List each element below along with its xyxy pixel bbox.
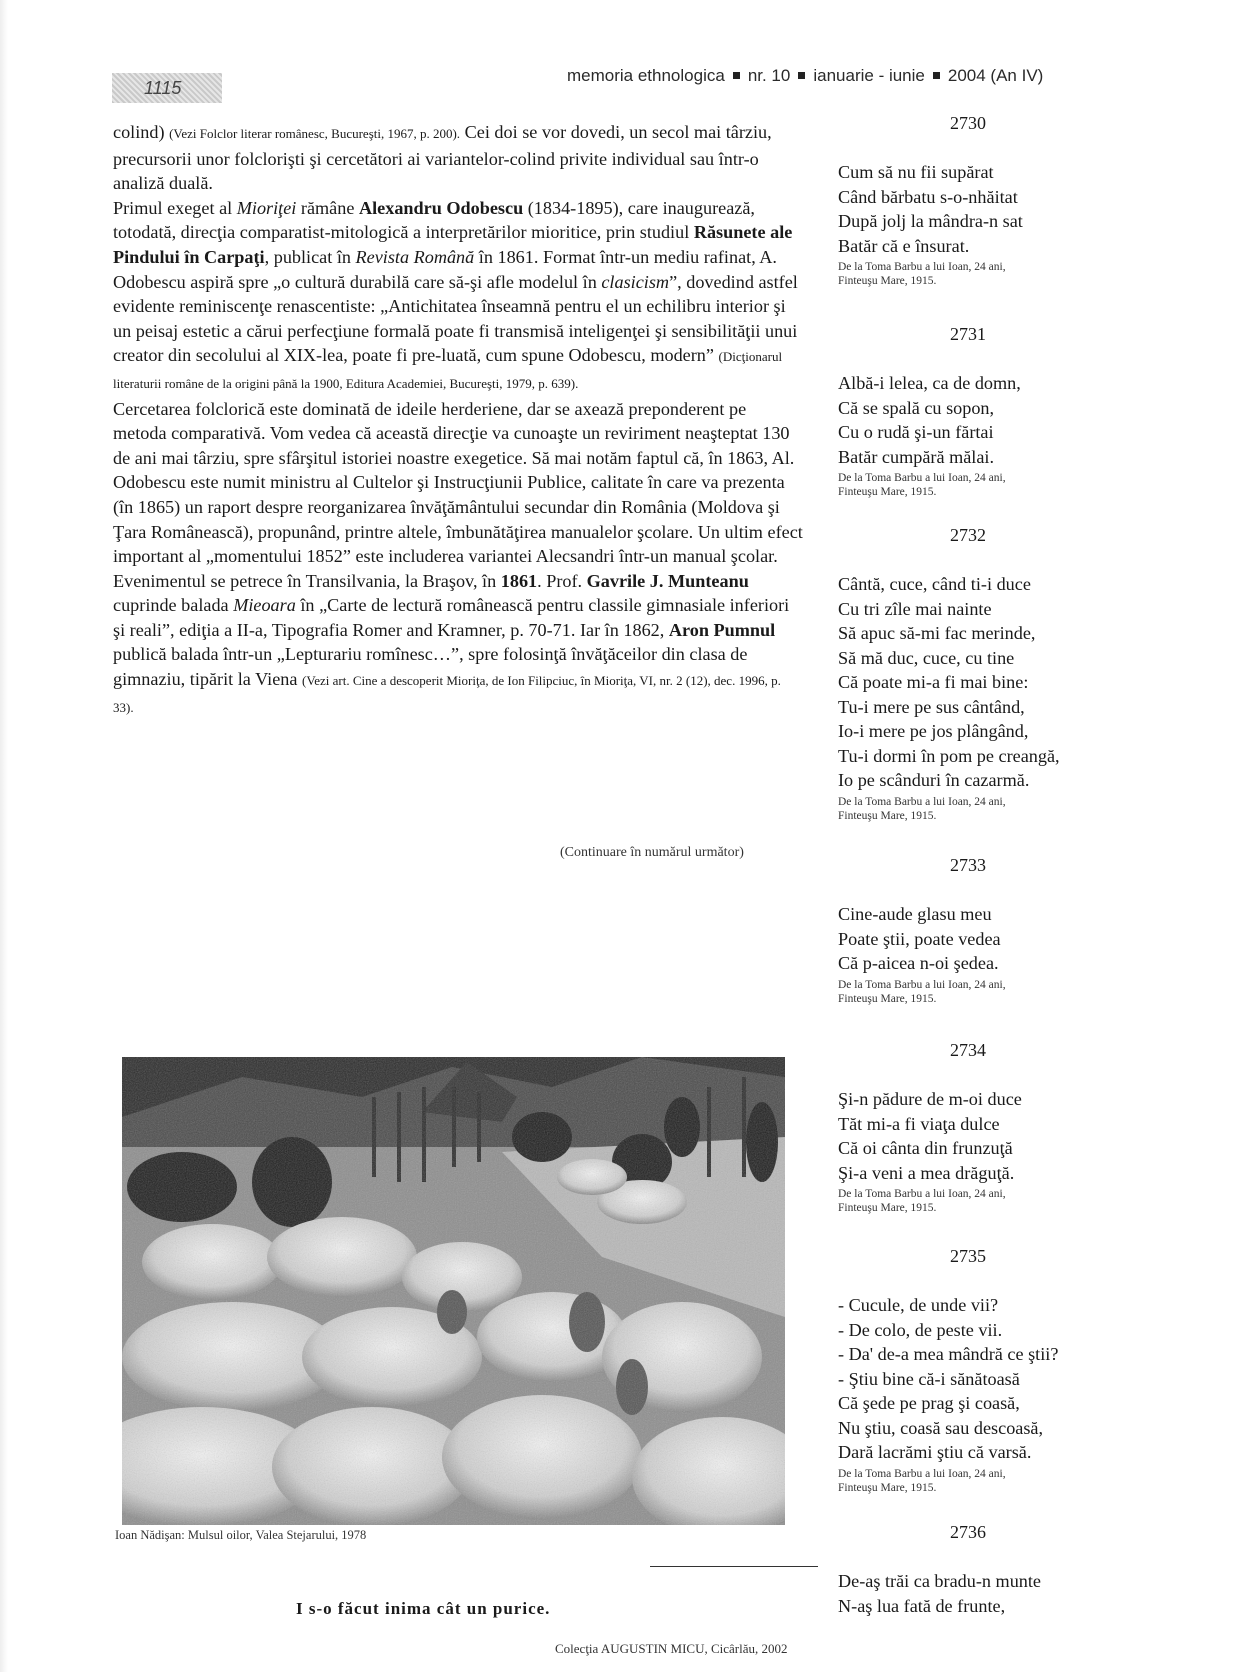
square-bullet-icon xyxy=(733,72,740,79)
journal-issue: nr. 10 xyxy=(747,66,791,85)
poem-line: Dară lacrămi ştiu că varsă. xyxy=(838,1442,1032,1462)
year-bold: 1861 xyxy=(500,570,538,591)
poem-2733 xyxy=(838,855,1138,1006)
reference: (Vezi Folclor literar românesc, Bucureşti, 1967, p. 200). xyxy=(169,126,461,141)
poem-line: Când bărbatu s-o-nhăitat xyxy=(838,186,1018,207)
poem-source: De la Toma Barbu a lui Ioan, 24 ani, xyxy=(838,795,1006,808)
italic-title: Mioriţei xyxy=(236,197,297,218)
poem-line: Că p-aicea n-oi şedea. xyxy=(838,953,999,973)
text-run: , publicat în xyxy=(264,246,356,267)
paragraph-2 xyxy=(113,196,803,397)
poem-line: Batăr că e însurat. xyxy=(838,235,970,256)
poem-line: Cum să nu fii supărat xyxy=(838,162,994,182)
text-run: rămâne xyxy=(296,197,359,218)
poem-line: Tu-i mere pe sus cântând, xyxy=(838,696,1025,717)
poem-2732 xyxy=(838,525,1138,823)
poem-line: Să apuc să-mi fac merinde, xyxy=(838,623,1036,643)
poem-number: 2730 xyxy=(950,113,986,133)
photo-caption: Ioan Nădişan: Mulsul oilor, Valea Stejarului, 1978 xyxy=(115,1528,367,1542)
poem-line: N-aş lua fată de frunte, xyxy=(838,1595,1006,1616)
poem-source: Finteuşu Mare, 1915. xyxy=(838,992,937,1005)
poem-lines xyxy=(838,902,1138,1006)
proverb: I s-o făcut inima cât un purice. xyxy=(296,1599,551,1618)
poem-number: 2736 xyxy=(950,1522,986,1542)
text-run: ”, dovedind astfel evidente reminiscenţe renascentiste: „Antichitatea înseamnă pentru el un echilibru interior şi un peisaj estetic a cărui perfecţiune formală poate fi transmisă inteligenţei şi sensibilităţii unui creator din secolului al XIX-lea, poate fi pre-luată, cum spune Odobescu, modern” xyxy=(113,271,798,366)
study-title: Răsunete ale Pindului în Carpaţi xyxy=(113,222,793,267)
text-run: publică balada într-un „Lepturariu romînesc…”, spre folosinţă învăţăceilor din clasa de gimnaziu, tipărit la Viena xyxy=(113,644,748,690)
poem-line: Tu-i dormi în pom pe creangă, xyxy=(838,745,1060,766)
poem-number: 2735 xyxy=(950,1246,986,1266)
poem-line: Io pe scânduri în cazarmă. xyxy=(838,770,1030,790)
poem-line: Cu o rudă şi-un fărtai xyxy=(838,422,994,442)
text-run: Cei doi se vor dovedi, un secol mai târziu, precursorii unor folclorişti şi cercetători ai variantelor-colind privite individual sau într-o analiză duală. xyxy=(113,122,772,194)
poem-line: Nu ştiu, coasă sau descoasă, xyxy=(838,1417,1044,1438)
poem-line: De-aş trăi ca bradu-n munte xyxy=(838,1571,1042,1591)
divider xyxy=(650,1566,818,1567)
reference: (Vezi art. Cine a descoperit Mioriţa, de Ion Filipciuc, în Mioriţa, VI, nr. 2 (12), dec. 1996, p. 33). xyxy=(113,673,781,715)
poem-number: 2732 xyxy=(950,525,986,545)
poem-number: 2733 xyxy=(950,855,986,875)
poem-source: De la Toma Barbu a lui Ioan, 24 ani, xyxy=(838,1467,1006,1480)
journal-period: ianuarie - iunie xyxy=(813,66,925,85)
poem-line: Că se spală cu sopon, xyxy=(838,397,995,418)
text-run: colind) xyxy=(113,122,165,142)
poem-2736 xyxy=(838,1522,1138,1618)
poem-source: Finteuşu Mare, 1915. xyxy=(838,486,937,498)
scan-edge xyxy=(0,0,8,1672)
poem-line: Tăt mi-a fi viaţa dulce xyxy=(838,1113,1000,1134)
poem-2734 xyxy=(838,1040,1138,1215)
poem-source: De la Toma Barbu a lui Ioan, 24 ani, xyxy=(838,261,1006,273)
text-run: în „Carte de lectură românească pentru classile gimnasiale inferiori şi reali”, ediţia a II-a, Tipografia Romer and Kramner, p. 70-71. Iar în 1862, xyxy=(113,595,790,640)
poem-line: Că şede pe prag şi coasă, xyxy=(838,1393,1020,1413)
poem-lines xyxy=(838,160,1138,288)
poem-line: Să mă duc, cuce, cu tine xyxy=(838,647,1015,668)
sheep-milking-photo xyxy=(122,1057,785,1525)
poem-source: Finteuşu Mare, 1915. xyxy=(838,1202,937,1214)
text-run: Primul exeget al xyxy=(113,197,237,218)
poem-line: Poate ştii, poate vedea xyxy=(838,928,1001,949)
poem-line: Io-i mere pe jos plângând, xyxy=(838,721,1029,741)
poem-line: Că poate mi-a fi mai bine: xyxy=(838,672,1029,692)
poem-lines xyxy=(838,1087,1138,1215)
poem-number: 2731 xyxy=(950,324,986,344)
poem-line: Că oi cânta din frunzuţă xyxy=(838,1138,1013,1158)
poem-lines xyxy=(838,572,1138,823)
poem-source: Finteuşu Mare, 1915. xyxy=(838,275,937,287)
paragraph-3 xyxy=(113,397,803,721)
text-run: . Prof. xyxy=(537,570,587,591)
poem-line: Şi-a veni a mea drăguţă. xyxy=(838,1162,1015,1183)
poem-line: Şi-n pădure de m-oi duce xyxy=(838,1089,1022,1109)
poem-line: - Ştiu bine că-i sănătoasă xyxy=(838,1368,1020,1389)
text-run: cuprinde balada xyxy=(113,595,234,616)
square-bullet-icon xyxy=(798,72,805,79)
poem-2730 xyxy=(838,113,1138,288)
page-number: 1115 xyxy=(112,73,222,103)
continuation-note: (Continuare în numărul următor) xyxy=(560,845,744,860)
paragraph-1 xyxy=(113,120,803,196)
square-bullet-icon xyxy=(933,72,940,79)
poem-source: De la Toma Barbu a lui Ioan, 24 ani, xyxy=(838,978,1006,991)
poem-line: După jolj la mândra-n sat xyxy=(838,211,1023,231)
collection-credit: Colecţia AUGUSTIN MICU, Cicârlău, 2002 xyxy=(555,1641,788,1656)
poem-number: 2734 xyxy=(950,1040,986,1060)
poem-2731 xyxy=(838,324,1138,499)
italic-term: clasicism xyxy=(601,271,670,292)
photo-image xyxy=(122,1057,785,1525)
poem-line: Batăr cumpără mălai. xyxy=(838,446,995,467)
text-run: (1834-1895), care inaugurează, totodată, direcţia comparatist-mitologică a interpretărilor mioritice, prin studiul xyxy=(113,197,755,243)
poem-line: Cine-aude glasu meu xyxy=(838,904,992,924)
text-run: Cercetarea folclorică este dominată de ideile herderiene, dar se axează preponderent pe metoda comparativă. Vom vedea că această direcţie va cunoaşte un reviriment neaşteptat 130 de ani mai târziu, spre sfârşitul istoriei noastre exegetice. Să mai notăm faptul că, în 1863, Al. Odobescu este numit ministru al Cultelor şi Instrucţiunii Publice, calitate în care va prezenta (în 1865) un raport despre reorganizarea învăţământului secundar din România (Moldova şi Ţara Românească), propunând, printre altele, îmbunătăţirea manualelor şcolare. Un ultim efect important al „momentului 1852” este includerea variantei Alecsandri într-un manual şcolar. Evenimentul se petrece în Transilvania, la Braşov, în xyxy=(113,398,803,591)
reference: (Dicţionarul literaturii române de la origini până la 1900, Editura Academiei, Bucureşti, 1979, p. 639). xyxy=(113,349,783,391)
poem-source: Finteuşu Mare, 1915. xyxy=(838,1481,937,1494)
poem-line: - Cucule, de unde vii? xyxy=(838,1295,999,1315)
poem-source: De la Toma Barbu a lui Ioan, 24 ani, xyxy=(838,1188,1006,1200)
italic-title: Mieoara xyxy=(233,595,296,616)
poem-line: Albă-i lelea, ca de domn, xyxy=(838,373,1021,393)
poem-line: Cu tri zîle mai nainte xyxy=(838,598,992,619)
journal-header xyxy=(567,66,1043,86)
poem-lines xyxy=(838,371,1138,499)
poem-lines xyxy=(838,1569,1138,1618)
italic-title: Revista Română xyxy=(355,246,475,267)
journal-title: memoria ethnologica xyxy=(567,66,725,85)
poem-2735 xyxy=(838,1246,1138,1495)
poem-source: De la Toma Barbu a lui Ioan, 24 ani, xyxy=(838,472,1006,484)
journal-year: 2004 (An IV) xyxy=(947,66,1044,85)
poem-line: Cântă, cuce, când ti-i duce xyxy=(838,574,1031,594)
author-name: Alexandru Odobescu xyxy=(358,197,524,218)
article-body xyxy=(113,120,803,720)
poem-lines xyxy=(838,1293,1138,1495)
author-name: Aron Pumnul xyxy=(668,619,776,640)
author-name: Gavrile J. Munteanu xyxy=(586,570,749,591)
poem-line: - De colo, de peste vii. xyxy=(838,1319,1003,1340)
text-run: în 1861. Format într-un mediu rafinat, A. Odobescu aspiră spre „o cultură durabilă care să-şi afle modelul în xyxy=(113,246,777,292)
poem-source: Finteuşu Mare, 1915. xyxy=(838,809,937,822)
poem-line: - Da' de-a mea mândră ce ştii? xyxy=(838,1344,1059,1364)
